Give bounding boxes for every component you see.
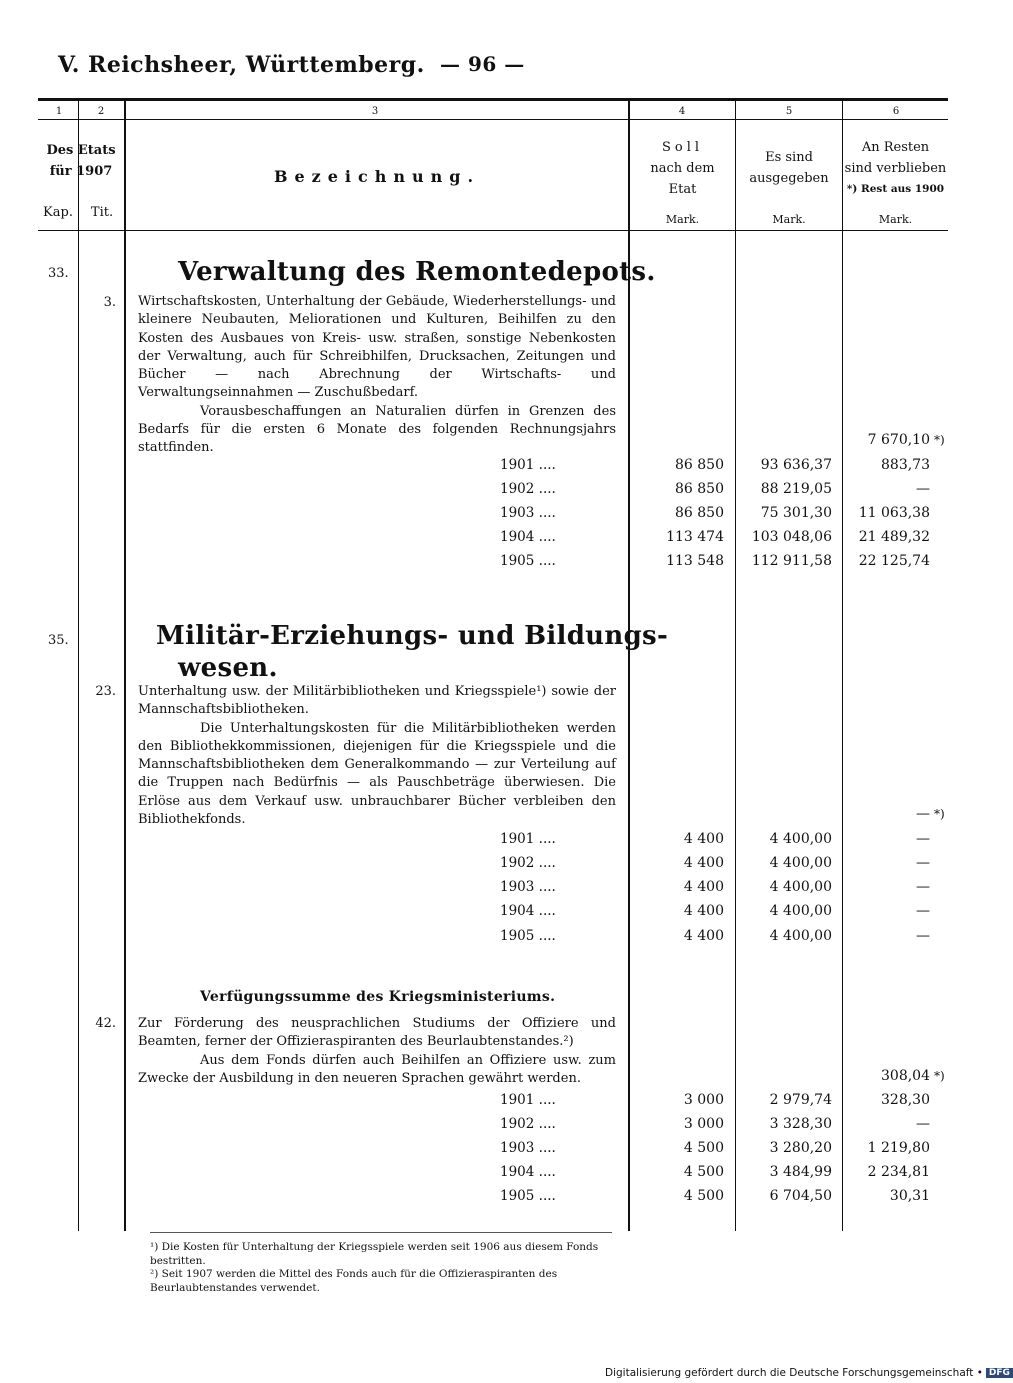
col-number-4: 4: [678, 106, 686, 117]
rest-value: —: [916, 928, 930, 944]
ausgegeben-value: 4 400,00: [769, 928, 832, 944]
soll-value: 4 400: [683, 928, 724, 944]
year-label: 1901 ....: [500, 831, 556, 847]
rest-value: —: [916, 855, 930, 871]
digitization-credit: [605, 1367, 1013, 1379]
year-label: 1904 ....: [500, 903, 556, 919]
kap-number: 35.: [48, 633, 69, 648]
rest-1900-marker: *): [934, 807, 945, 821]
section-title-line1: Militär-Erziehungs- und Bildungs-: [156, 621, 669, 651]
soll-value: 4 400: [683, 855, 724, 871]
col-number-3: 3: [371, 106, 379, 117]
rest-value: 30,31: [889, 1188, 930, 1204]
description-note: Vorausbeschaffungen an Naturalien dürfen in Grenzen des Bedarfs für die ersten 6 Monate des folgenden Rechnungsjahrs stattfinden.: [138, 403, 616, 456]
soll-header-line3: Etat: [668, 182, 697, 197]
tit-label: Tit.: [90, 205, 114, 220]
soll-value: 4 400: [683, 879, 724, 895]
ausgegeben-value: 75 301,30: [760, 505, 832, 521]
footnotes: [150, 1241, 612, 1295]
footnote-1: ¹) Die Kosten für Unterhaltung der Kriegsspiele werden seit 1906 aus diesem Fonds bestritten.: [150, 1241, 599, 1267]
header-rule: [38, 119, 948, 120]
ausgegeben-header: [736, 147, 842, 189]
section-title: Verwaltung des Remontedepots.: [178, 257, 656, 287]
tit-number: 42.: [95, 1016, 116, 1031]
year-label: 1903 ....: [500, 505, 556, 521]
rest-value: 328,30: [881, 1092, 930, 1108]
tit-number: 23.: [95, 684, 116, 699]
soll-value: 4 500: [683, 1140, 724, 1156]
rest-1900-marker: *): [934, 1069, 945, 1083]
page-number: — 96 —: [440, 52, 525, 76]
rest-1900-value: —: [916, 806, 930, 822]
ausgegeben-value: 4 400,00: [769, 855, 832, 871]
year-label: 1902 ....: [500, 855, 556, 871]
rest-value: 11 063,38: [858, 505, 930, 521]
soll-value: 4 500: [683, 1164, 724, 1180]
col-divider-1: [78, 101, 79, 1231]
bezeichnung-header: Bezeichnung.: [273, 167, 481, 186]
section-title: [156, 620, 668, 684]
description-paragraph: Unterhaltung usw. der Militärbibliotheken und Kriegsspiele¹) sowie der Mannschaftsbibliotheken.: [138, 684, 616, 718]
rest-value: —: [916, 1116, 930, 1132]
soll-value: 113 548: [666, 553, 724, 569]
rest-value: —: [916, 903, 930, 919]
rest-value: —: [916, 879, 930, 895]
unit-label-soll: Mark.: [665, 213, 700, 226]
soll-value: 86 850: [675, 481, 724, 497]
soll-value: 86 850: [675, 457, 724, 473]
rest-value: —: [916, 831, 930, 847]
soll-value: 113 474: [666, 529, 724, 545]
soll-value: 3 000: [683, 1116, 724, 1132]
ausgegeben-header-line2: ausgegeben: [749, 171, 829, 186]
kap-label: Kap.: [43, 205, 73, 220]
ausgegeben-value: 3 280,20: [769, 1140, 832, 1156]
rest-1900-value: 308,04: [881, 1068, 930, 1084]
rest-value: 2 234,81: [867, 1164, 930, 1180]
ausgegeben-value: 103 048,06: [751, 529, 832, 545]
ausgegeben-value: 2 979,74: [769, 1092, 832, 1108]
item-description: [138, 1015, 616, 1088]
col-number-6: 6: [892, 106, 900, 117]
ausgegeben-value: 3 484,99: [769, 1164, 832, 1180]
resten-header-line1: An Resten: [861, 140, 930, 155]
resten-header-line2: sind verblieben: [844, 161, 947, 176]
item-description: [138, 683, 616, 829]
ausgegeben-value: 4 400,00: [769, 831, 832, 847]
resten-header: [843, 137, 948, 200]
rest-value: 21 489,32: [858, 529, 930, 545]
year-label: 1905 ....: [500, 1188, 556, 1204]
rest-1900-marker: *): [934, 433, 945, 447]
rest-value: 22 125,74: [858, 553, 930, 569]
ausgegeben-value: 3 328,30: [769, 1116, 832, 1132]
credit-text: Digitalisierung gefördert durch die Deutsche Forschungsgemeinschaft •: [605, 1367, 983, 1379]
col-divider-5: [842, 101, 843, 1231]
ausgegeben-value: 93 636,37: [760, 457, 832, 473]
ausgegeben-value: 4 400,00: [769, 879, 832, 895]
rest-value: —: [916, 481, 930, 497]
year-label: 1902 ....: [500, 481, 556, 497]
rest-value: 1 219,80: [867, 1140, 930, 1156]
description-paragraph: Wirtschaftskosten, Unterhaltung der Gebäude, Wiederherstellungs- und kleinere Neubauten, Meliorationen und Kulturen, Beihilfen zu den Kosten des Ausbaues von Kreis- usw. straßen, sonstige Nebenkosten der Verwaltung, auch für Schreibhilfen, Drucksachen, Zeitungen und Bücher — nach Abrechnung der Wirtschafts- und Verwaltungseinnahmen — Zuschußbedarf.: [138, 294, 616, 401]
etats-header-line2: für 1907: [49, 164, 113, 179]
top-rule: [38, 98, 948, 101]
year-label: 1905 ....: [500, 553, 556, 569]
year-label: 1904 ....: [500, 529, 556, 545]
section-heading: V. Reichsheer, Württemberg.: [58, 52, 425, 78]
soll-value: 4 400: [683, 831, 724, 847]
etats-header-line1: Des Etats: [46, 143, 116, 158]
etats-header: [40, 140, 122, 182]
soll-value: 4 500: [683, 1188, 724, 1204]
unit-label-resten: Mark.: [878, 213, 913, 226]
year-label: 1901 ....: [500, 1092, 556, 1108]
item-description: [138, 293, 616, 458]
section-title-line2: wesen.: [178, 653, 278, 683]
subsection-title: Verfügungssumme des Kriegsministeriums.: [200, 989, 556, 1005]
soll-header: [630, 137, 735, 200]
year-label: 1903 ....: [500, 1140, 556, 1156]
tit-number: 3.: [103, 295, 116, 310]
kap-number: 33.: [48, 266, 69, 281]
year-label: 1904 ....: [500, 1164, 556, 1180]
rest-1900-value: 7 670,10: [867, 432, 930, 448]
year-label: 1903 ....: [500, 879, 556, 895]
col-number-2: 2: [97, 106, 105, 117]
soll-value: 86 850: [675, 505, 724, 521]
soll-value: 3 000: [683, 1092, 724, 1108]
ausgegeben-header-line1: Es sind: [765, 150, 813, 165]
header-bottom-rule: [38, 230, 948, 231]
dfg-logo: DFG: [986, 1368, 1013, 1378]
col-number-1: 1: [55, 106, 63, 117]
soll-value: 4 400: [683, 903, 724, 919]
resten-header-line3: *) Rest aus 1900: [846, 183, 945, 195]
rest-value: 883,73: [881, 457, 930, 473]
description-paragraph: Zur Förderung des neusprachlichen Studiums der Offiziere und Beamten, ferner der Offizieraspiranten des Beurlaubtenstandes.²): [138, 1016, 616, 1050]
col-divider-2: [124, 101, 126, 1231]
year-label: 1902 ....: [500, 1116, 556, 1132]
description-note: Die Unterhaltungskosten für die Militärbibliotheken werden den Bibliothekkommissionen, diejenigen für die Kriegsspiele und die Mannschaftsbibliotheken dem Generalkommando — zur Verteilung auf die Truppen nach Bedürfnis — als Pauschbeträge überwiesen. Die Erlöse aus dem Verkauf usw. unbrauchbarer Bücher verbleiben den Bibliothekfonds.: [138, 720, 616, 828]
ausgegeben-value: 88 219,05: [760, 481, 832, 497]
col-number-5: 5: [785, 106, 793, 117]
footnote-separator: [150, 1232, 612, 1233]
ausgegeben-value: 112 911,58: [751, 553, 832, 569]
description-note: Aus dem Fonds dürfen auch Beihilfen an Offiziere usw. zum Zwecke der Ausbildung in den neueren Sprachen gewährt werden.: [138, 1052, 616, 1086]
ausgegeben-value: 4 400,00: [769, 903, 832, 919]
footnote-2: ²) Seit 1907 werden die Mittel des Fonds auch für die Offizieraspiranten des Beurlaubtenstandes verwendet.: [150, 1268, 558, 1294]
soll-header-line2: nach dem: [650, 161, 715, 176]
unit-label-ausgegeben: Mark.: [772, 213, 806, 226]
soll-header-line1: Soll: [661, 140, 704, 155]
year-label: 1901 ....: [500, 457, 556, 473]
year-label: 1905 ....: [500, 928, 556, 944]
ausgegeben-value: 6 704,50: [769, 1188, 832, 1204]
col-divider-4: [735, 101, 736, 1231]
